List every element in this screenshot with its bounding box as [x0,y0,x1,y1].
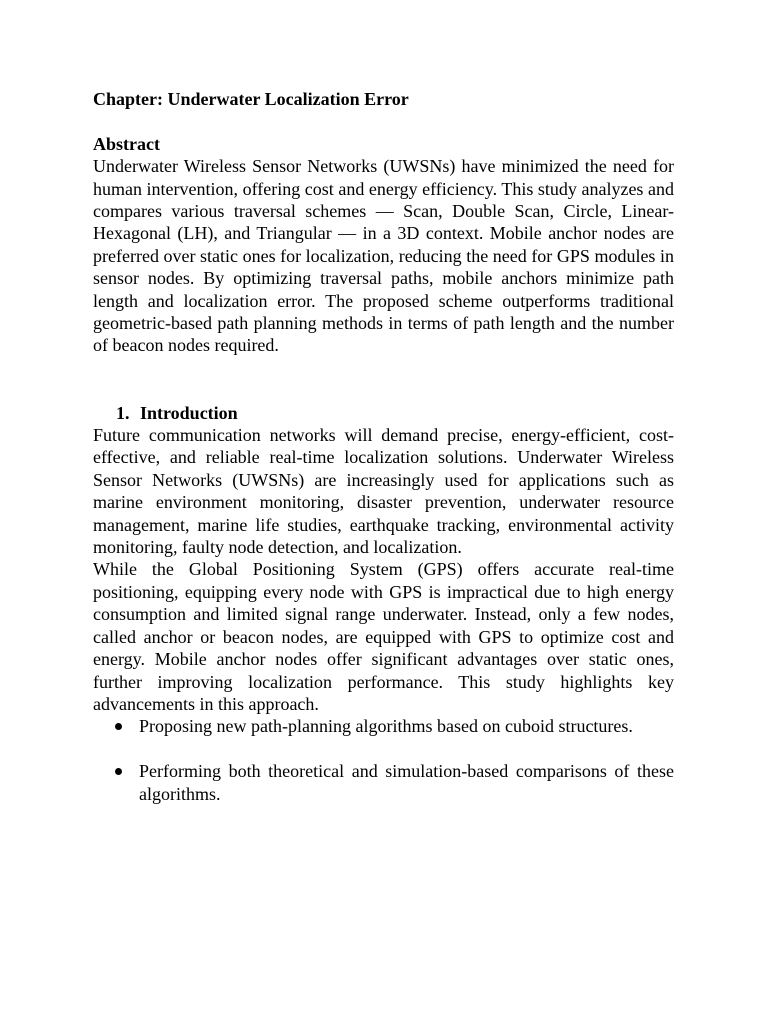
section-title: Introduction [140,402,238,423]
chapter-title: Chapter: Underwater Localization Error [93,89,409,109]
document-page [93,88,674,805]
introduction-paragraph-1: Future communication networks will demand precise, energy-efficient, cost-effective, and reliable real-time localization solutions. Underwater Wireless Sensor Networks (UWSNs) are increasingly used for applications such as marine environment monitoring, disaster prevention, underwater resource management, marine life studies, earthquake tracking, environmental activity monitoring, faulty node detection, and localization. [93,425,674,558]
contribution-list [93,715,674,805]
spacer [93,738,674,760]
list-item [93,760,674,805]
list-item-text: Proposing new path-planning algorithms based on cuboid structures. [139,716,633,737]
spacer [93,379,674,401]
spacer [93,110,674,132]
abstract-heading: Abstract [93,133,160,154]
spacer [93,357,674,379]
list-item [93,715,674,737]
bullet-icon [115,768,122,775]
introduction-paragraph-2: While the Global Positioning System (GPS) offers accurate real-time positioning, equipping every node with GPS is impractical due to high energy consumption and limited signal range underwater. Instead, only a few nodes, called anchor or beacon nodes, are equipped with GPS to optimize cost and energy. Mobile anchor nodes offer significant advantages over static ones, further improving localization performance. This study highlights key advancements in this approach. [93,559,674,714]
introduction-heading [93,402,674,424]
bullet-icon [115,723,122,730]
section-number: 1. [116,402,130,423]
abstract-text: Underwater Wireless Sensor Networks (UWSNs) have minimized the need for human intervention, offering cost and energy efficiency. This study analyzes and compares various traversal schemes — Scan, Double Scan, Circle, Linear-Hexagonal (LH), and Triangular — in a 3D context. Mobile anchor nodes are preferred over static ones for localization, reducing the need for GPS modules in sensor nodes. By optimizing traversal paths, mobile anchors minimize path length and localization error. The proposed scheme outperforms traditional geometric-based path planning methods in terms of path length and the number of beacon nodes required. [93,156,674,356]
list-item-text: Performing both theoretical and simulation-based comparisons of these algorithms. [139,761,674,804]
